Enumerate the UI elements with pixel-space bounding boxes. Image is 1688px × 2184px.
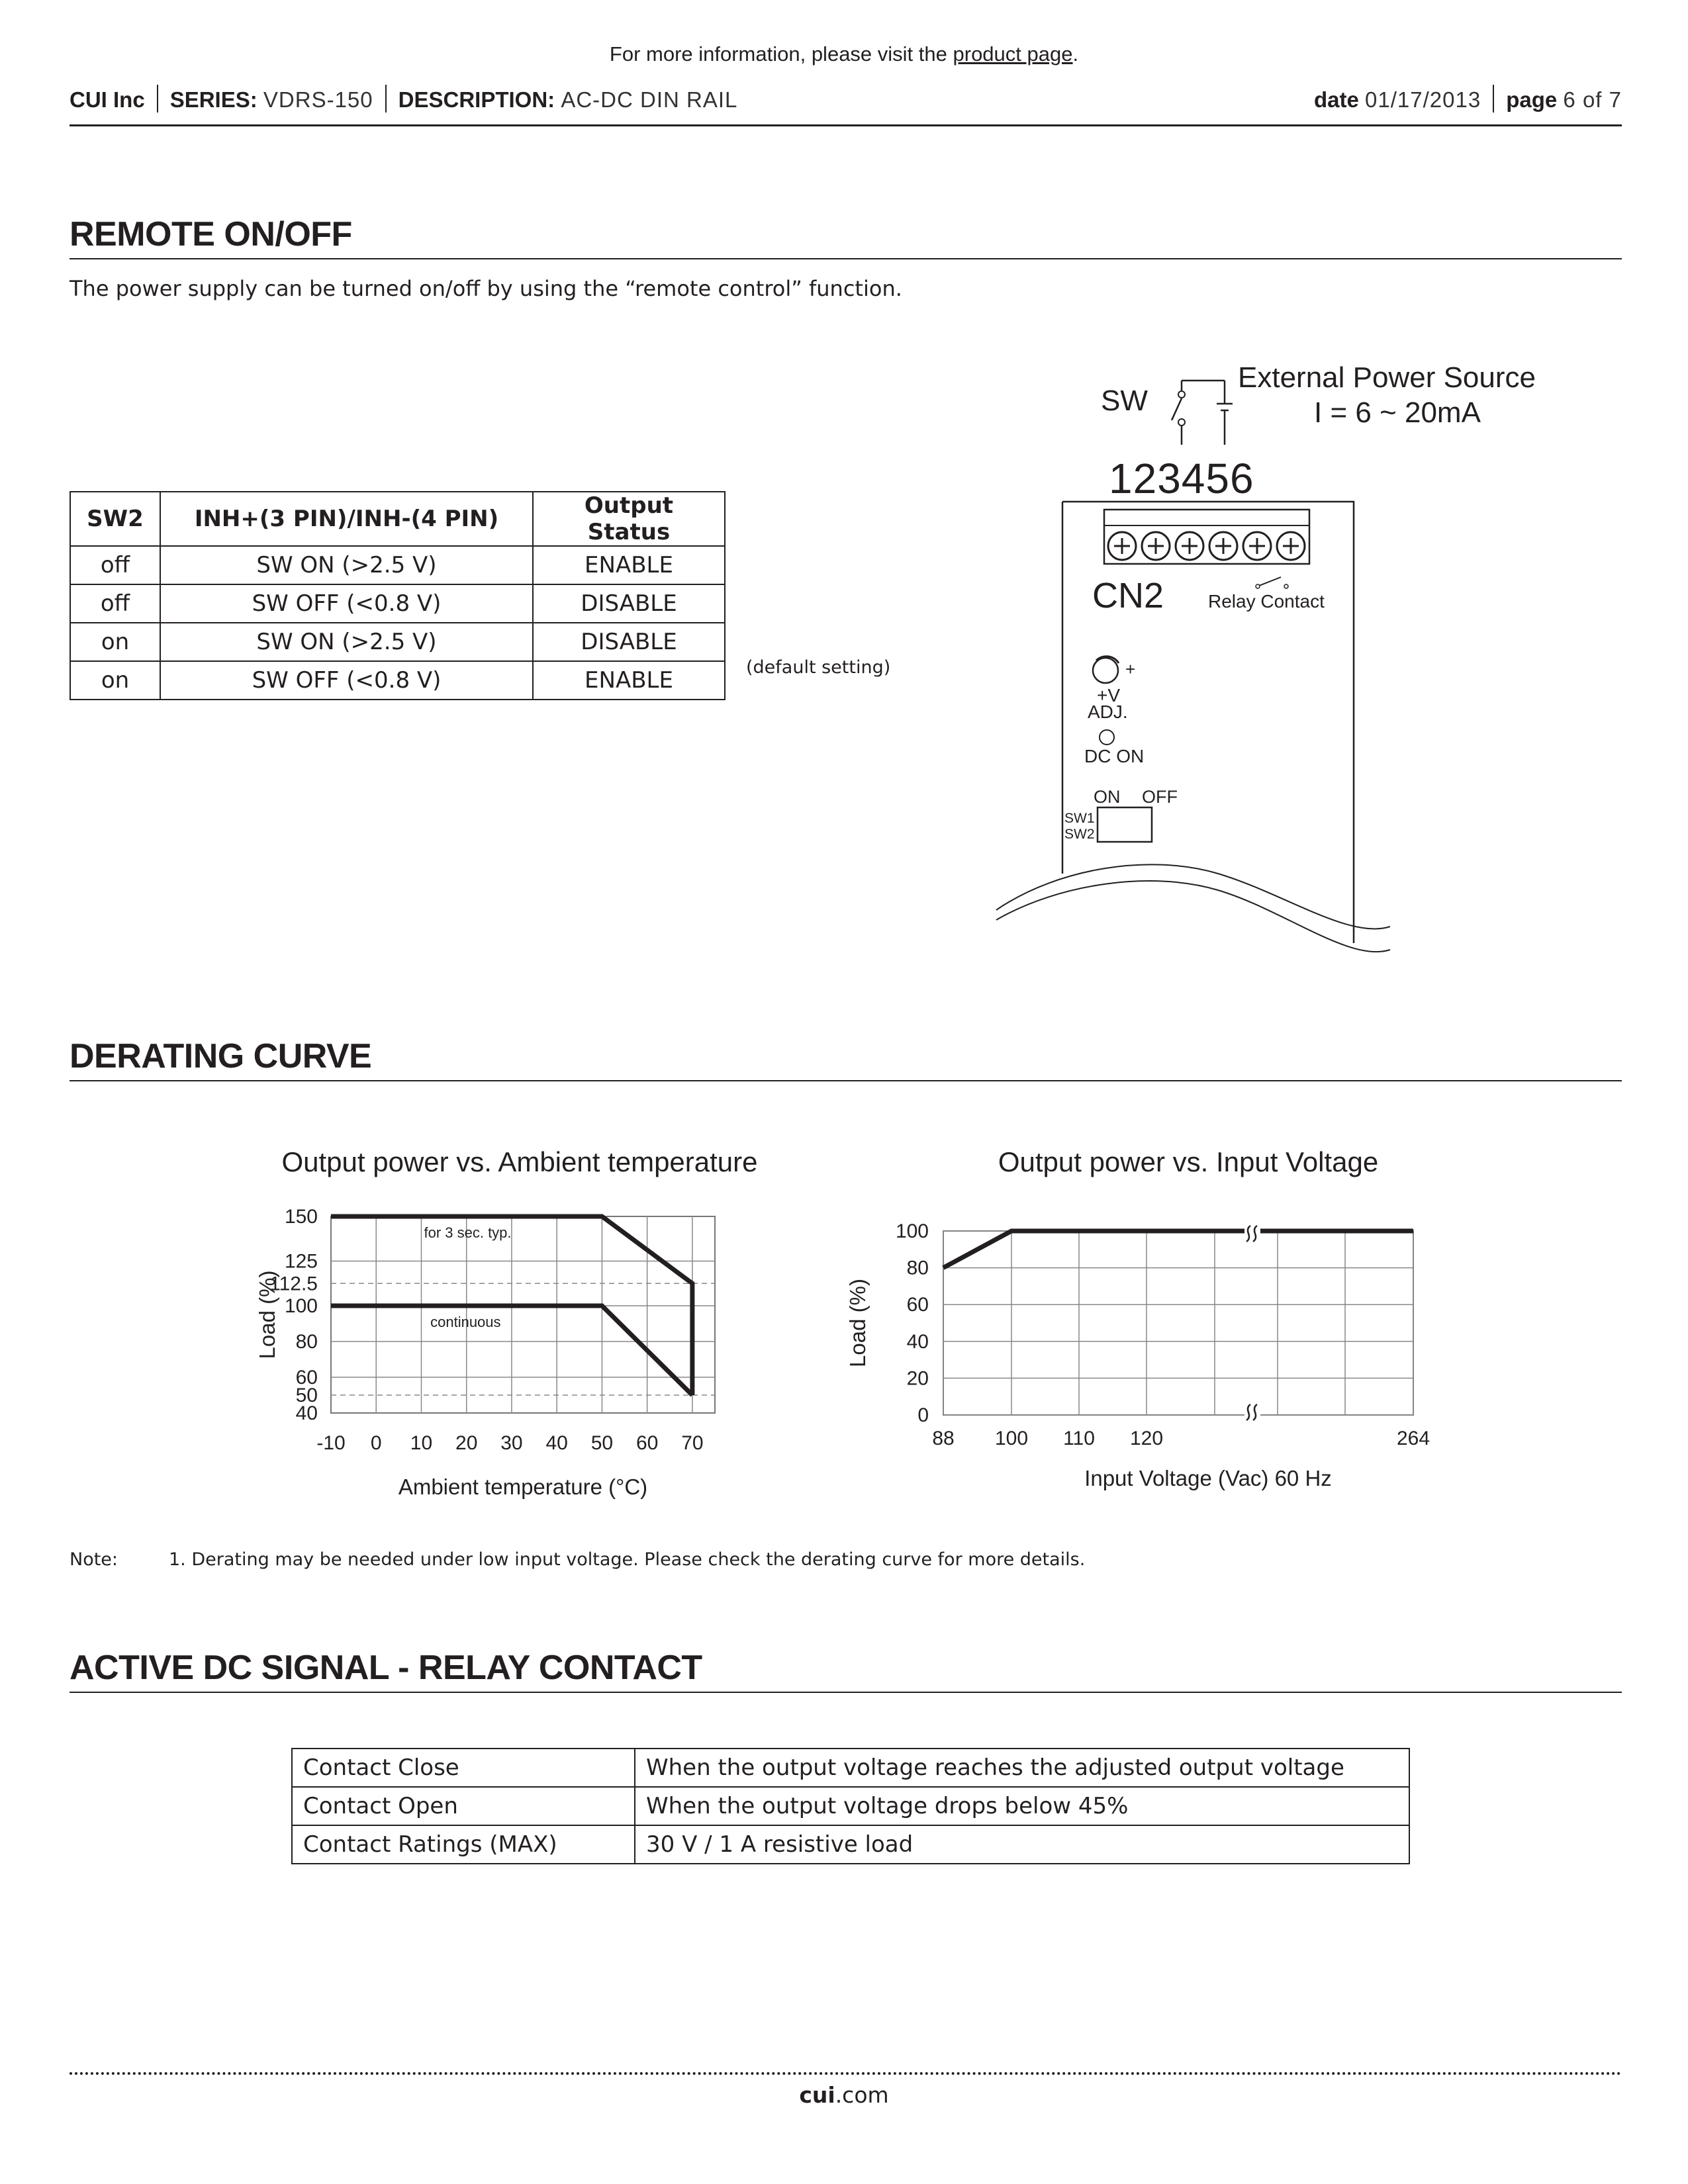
chart-title: Output power vs. Input Voltage bbox=[998, 1146, 1379, 1177]
y-tick-label: 100 bbox=[895, 1220, 929, 1242]
dip-sw2-label: SW2 bbox=[1064, 827, 1095, 842]
x-tick-label: 20 bbox=[455, 1432, 478, 1454]
table-row bbox=[292, 1787, 1409, 1825]
x-tick-label: 50 bbox=[590, 1432, 614, 1454]
relay-section-title: ACTIVE DC SIGNAL - RELAY CONTACT bbox=[70, 1648, 1622, 1693]
cell: Contact Ratings (MAX) bbox=[292, 1825, 635, 1864]
relay-symbol-lever bbox=[1259, 577, 1281, 586]
dc-on-label: DC ON bbox=[1084, 746, 1145, 766]
chart-title: Output power vs. Ambient temperature bbox=[281, 1146, 758, 1177]
x-tick-label: 70 bbox=[681, 1432, 704, 1454]
cell: SW ON (>2.5 V) bbox=[160, 546, 533, 584]
y-tick-label: 40 bbox=[295, 1402, 318, 1424]
cell: on bbox=[70, 661, 160, 700]
x-tick-label: 30 bbox=[500, 1432, 523, 1454]
description-label: DESCRIPTION: bbox=[398, 87, 555, 112]
dip-on-label: ON bbox=[1094, 787, 1121, 807]
remote-intro: The power supply can be turned on/off by using the “remote control” function. bbox=[70, 276, 902, 301]
remote-table bbox=[70, 491, 726, 700]
reference-lines bbox=[331, 1283, 715, 1395]
x-tick-label: 100 bbox=[994, 1428, 1029, 1449]
cn2-screws bbox=[1108, 532, 1305, 560]
derating-temperature-chart bbox=[245, 1138, 821, 1509]
date-label: date bbox=[1314, 87, 1359, 112]
date-value: 01/17/2013 bbox=[1365, 87, 1481, 112]
series-lines bbox=[943, 1231, 1413, 1268]
y-tick-labels bbox=[896, 1220, 929, 1426]
break-mask bbox=[1244, 1403, 1260, 1422]
top-note-prefix: For more information, please visit the bbox=[609, 42, 953, 66]
y-tick-label: 125 bbox=[284, 1250, 318, 1273]
cell: SW OFF (<0.8 V) bbox=[160, 661, 533, 700]
x-tick-labels bbox=[316, 1432, 703, 1454]
axis-break-marks bbox=[1244, 1224, 1260, 1422]
page-value: 6 of 7 bbox=[1563, 87, 1622, 112]
grid bbox=[943, 1231, 1413, 1415]
cell: DISABLE bbox=[533, 584, 725, 623]
x-tick-label: 40 bbox=[545, 1432, 568, 1454]
derating-section-title: DERATING CURVE bbox=[70, 1036, 1622, 1081]
cn2-connector-top bbox=[1104, 510, 1309, 525]
relay-symbol-dot-1 bbox=[1256, 584, 1260, 588]
default-setting-note: (default setting) bbox=[746, 657, 891, 678]
y-tick-label: 50 bbox=[295, 1385, 318, 1406]
cell: off bbox=[70, 546, 160, 584]
plot-frame bbox=[331, 1216, 715, 1413]
table-header-row bbox=[70, 492, 725, 546]
x-tick-label: 264 bbox=[1396, 1428, 1430, 1449]
series-line-0 bbox=[943, 1231, 1413, 1268]
vadj-pot-icon bbox=[1093, 658, 1118, 683]
x-tick-label: 10 bbox=[410, 1432, 433, 1454]
table-row bbox=[70, 623, 725, 661]
x-tick-label: 0 bbox=[370, 1432, 382, 1454]
sw-label: SW bbox=[1101, 385, 1148, 417]
ext-source-current: I = 6 ~ 20mA bbox=[1314, 396, 1481, 429]
product-page-link[interactable]: product page bbox=[953, 42, 1073, 66]
dip-sw1-label: SW1 bbox=[1064, 811, 1095, 826]
series-label: SERIES: bbox=[169, 87, 258, 112]
cell: Contact Open bbox=[292, 1787, 635, 1825]
footer-rest: .com bbox=[835, 2082, 889, 2108]
table-row bbox=[70, 661, 725, 700]
y-tick-label: 80 bbox=[906, 1257, 929, 1279]
cell: DISABLE bbox=[533, 623, 725, 661]
pin-numbers: 123456 bbox=[1109, 455, 1254, 502]
x-tick-label: 60 bbox=[635, 1432, 659, 1454]
relay-contact-label: Relay Contact bbox=[1208, 591, 1325, 612]
y-tick-label: 60 bbox=[295, 1367, 318, 1388]
relay-symbol-dot-2 bbox=[1284, 584, 1288, 588]
vadj-plus: + bbox=[1125, 659, 1136, 679]
y-tick-label: 60 bbox=[906, 1294, 929, 1316]
cn2-connector bbox=[1104, 510, 1309, 564]
relay-table bbox=[291, 1748, 1410, 1864]
y-axis-label: Load (%) bbox=[255, 1270, 279, 1359]
table-row bbox=[292, 1825, 1409, 1864]
y-axis-label: Load (%) bbox=[845, 1279, 870, 1367]
sw-contact-top bbox=[1178, 391, 1185, 398]
cn2-label: CN2 bbox=[1092, 576, 1164, 615]
y-tick-label: 40 bbox=[906, 1330, 929, 1353]
sw-contact-bottom bbox=[1178, 419, 1185, 426]
cell: When the output voltage drops below 45% bbox=[635, 1787, 1409, 1825]
cell: 30 V / 1 A resistive load bbox=[635, 1825, 1409, 1864]
y-tick-label: 80 bbox=[295, 1331, 318, 1353]
x-tick-label: 120 bbox=[1129, 1428, 1164, 1449]
derating-voltage-chart bbox=[834, 1138, 1443, 1509]
footer bbox=[0, 2082, 1688, 2108]
table-row bbox=[70, 546, 725, 584]
series-value: VDRS-150 bbox=[263, 87, 373, 112]
dip-switch bbox=[1098, 807, 1152, 842]
col-sw2: SW2 bbox=[70, 492, 160, 546]
break-mask bbox=[1244, 1224, 1260, 1243]
description-value: AC-DC DIN RAIL bbox=[561, 87, 738, 112]
col-output-status: Output Status bbox=[533, 492, 725, 546]
col-inh: INH+(3 PIN)/INH-(4 PIN) bbox=[160, 492, 533, 546]
y-tick-label: 112.5 bbox=[269, 1273, 318, 1295]
x-axis-label: Input Voltage (Vac) 60 Hz bbox=[1084, 1466, 1332, 1490]
dc-on-led-icon bbox=[1100, 730, 1114, 745]
y-tick-label: 20 bbox=[906, 1367, 929, 1390]
cell: Contact Close bbox=[292, 1749, 635, 1787]
y-tick-label: 0 bbox=[917, 1404, 929, 1426]
remote-section-title: REMOTE ON/OFF bbox=[70, 214, 1622, 259]
vadj-label-1: +V bbox=[1097, 685, 1121, 705]
plot-frame bbox=[943, 1231, 1413, 1415]
x-axis-label: Ambient temperature (°C) bbox=[398, 1475, 648, 1499]
x-tick-label: 110 bbox=[1063, 1428, 1095, 1449]
ext-source-title: External Power Source bbox=[1238, 361, 1536, 394]
footer-bold: cui bbox=[799, 2082, 835, 2108]
cutaway-line-1 bbox=[996, 864, 1390, 929]
vadj-label-2: ADJ. bbox=[1088, 702, 1128, 722]
cell: on bbox=[70, 623, 160, 661]
page-header bbox=[70, 87, 1622, 126]
grid bbox=[331, 1216, 715, 1413]
cell: off bbox=[70, 584, 160, 623]
cell: When the output voltage reaches the adjusted output voltage bbox=[635, 1749, 1409, 1787]
cell: SW OFF (<0.8 V) bbox=[160, 584, 533, 623]
footer-divider bbox=[70, 2072, 1622, 2075]
x-tick-label: 88 bbox=[932, 1428, 955, 1449]
y-tick-label: 150 bbox=[284, 1206, 318, 1228]
cutaway-line-2 bbox=[996, 881, 1390, 952]
note-label: Note: bbox=[70, 1549, 118, 1570]
y-tick-label: 100 bbox=[284, 1295, 318, 1317]
top-note bbox=[0, 42, 1688, 66]
device-outline-right bbox=[1062, 502, 1354, 943]
cell: SW ON (>2.5 V) bbox=[160, 623, 533, 661]
cell: ENABLE bbox=[533, 546, 725, 584]
remote-control-diagram bbox=[980, 344, 1536, 973]
cell: ENABLE bbox=[533, 661, 725, 700]
sw-lever bbox=[1172, 398, 1182, 420]
annotation-continuous: continuous bbox=[430, 1314, 501, 1330]
company-name: CUI Inc bbox=[70, 87, 145, 112]
table-row bbox=[70, 584, 725, 623]
dip-off-label: OFF bbox=[1142, 787, 1178, 807]
derating-note: 1. Derating may be needed under low input voltage. Please check the derating curve for more details. bbox=[169, 1549, 1086, 1570]
top-note-suffix: . bbox=[1072, 42, 1079, 66]
table-row bbox=[292, 1749, 1409, 1787]
x-tick-labels bbox=[932, 1428, 1430, 1449]
page-label: page bbox=[1506, 87, 1558, 112]
annotation-3sec: for 3 sec. typ. bbox=[424, 1224, 512, 1241]
x-tick-label: -10 bbox=[316, 1432, 346, 1454]
